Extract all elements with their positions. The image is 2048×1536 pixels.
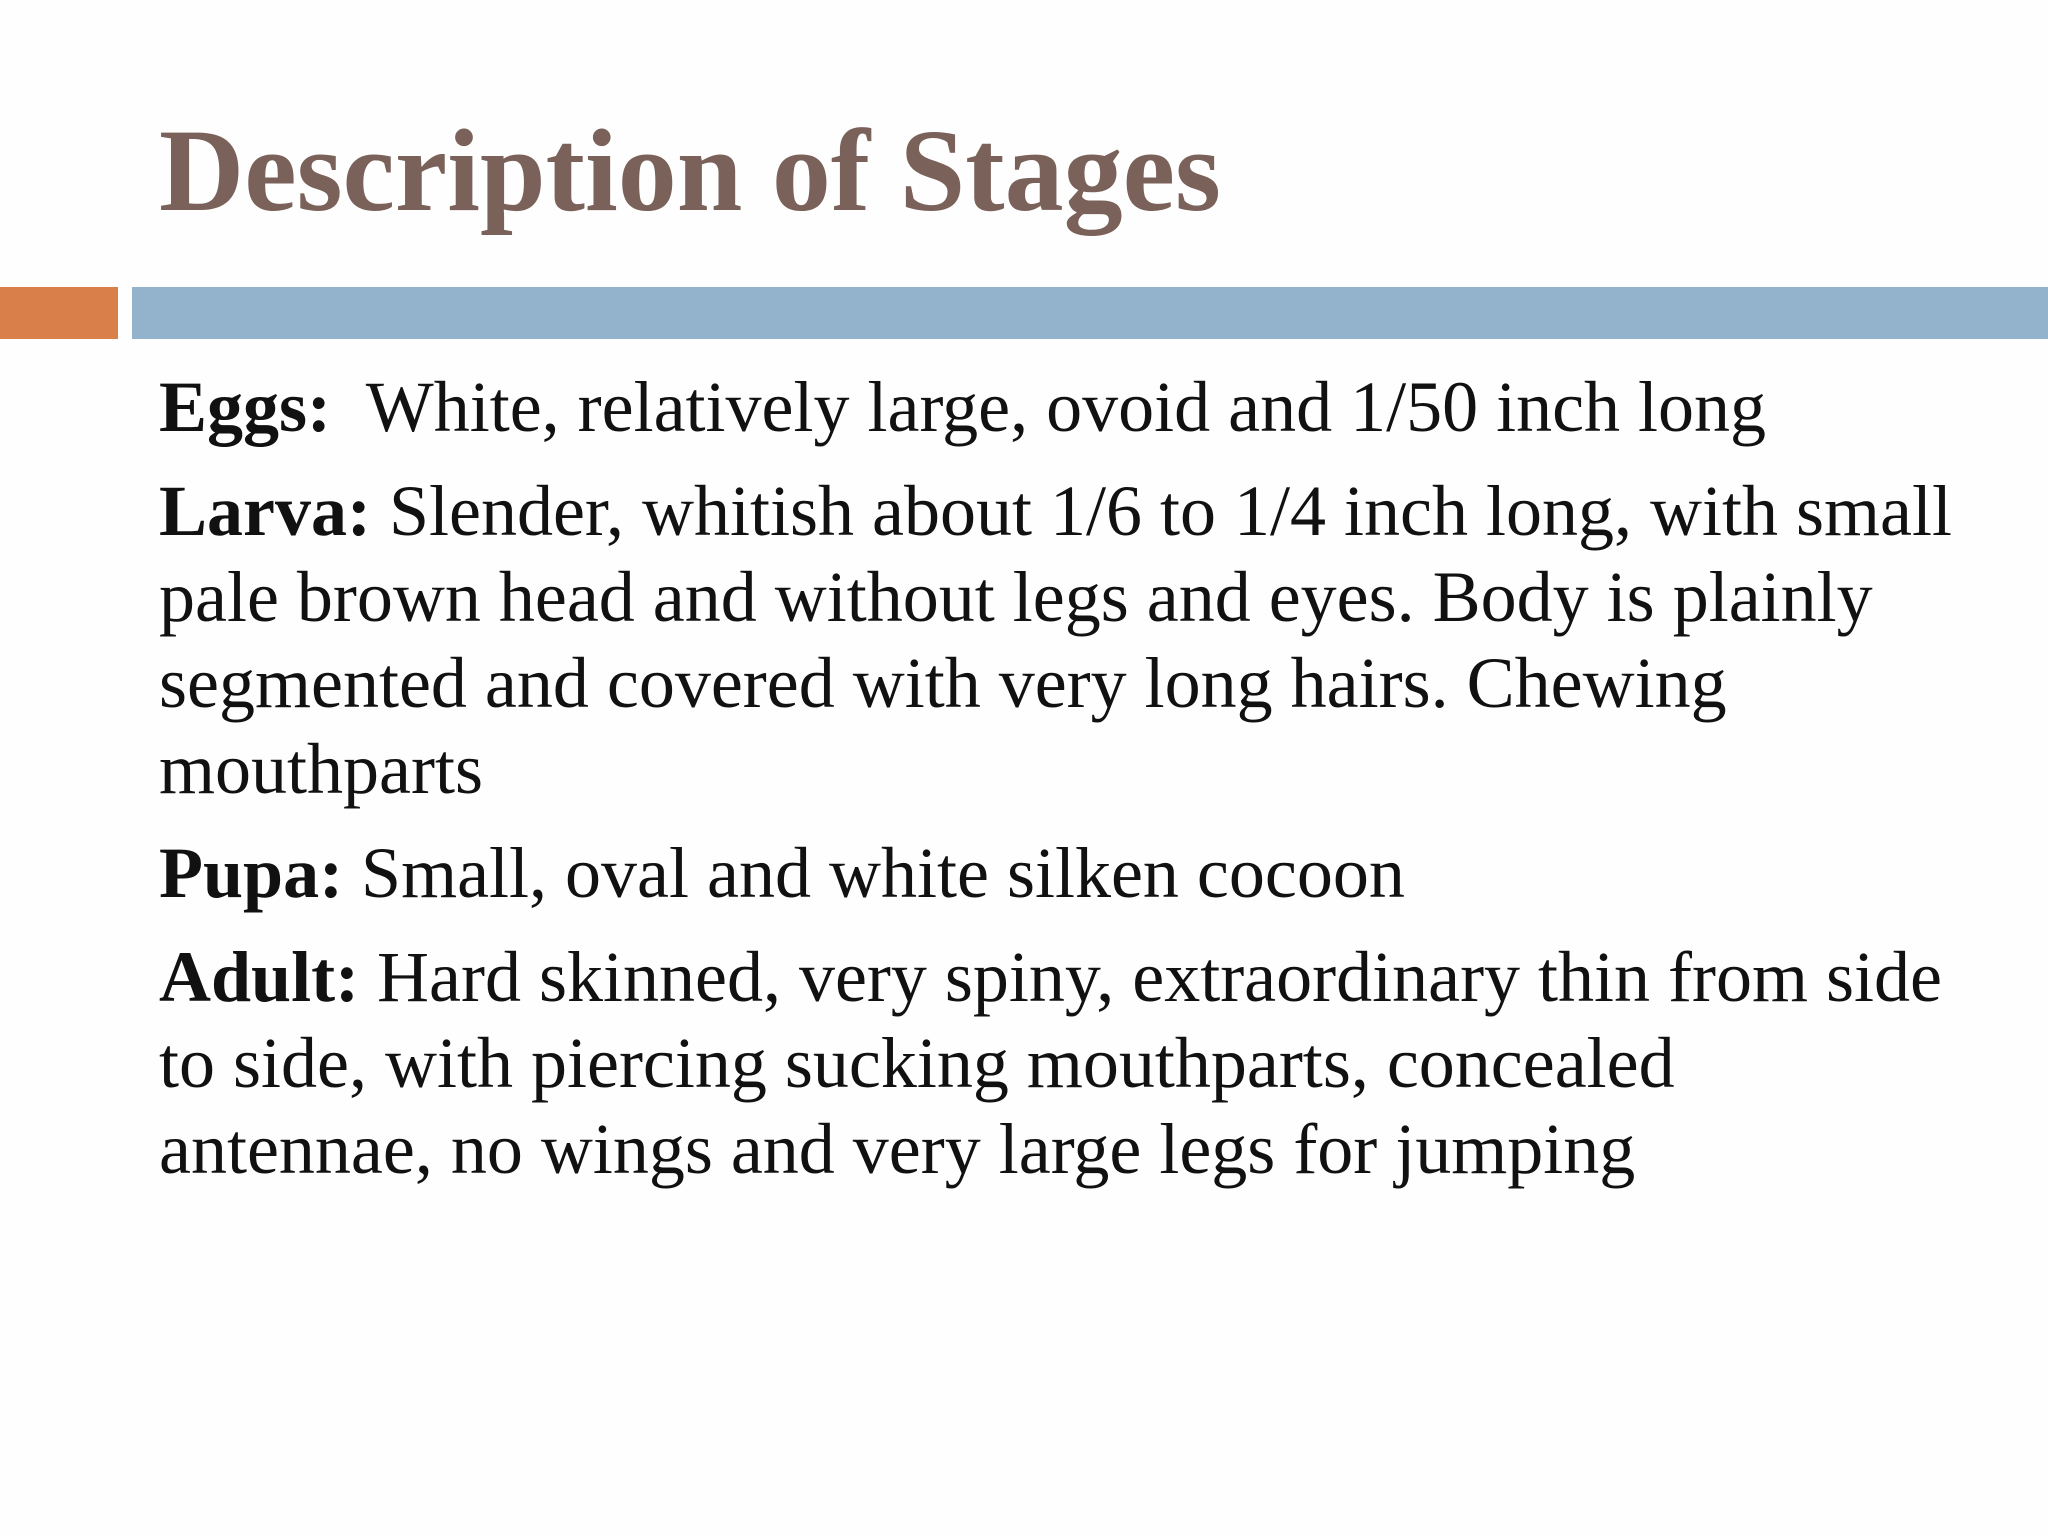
stage-term: Larva:	[159, 471, 371, 551]
stage-description: Hard skinned, very spiny, extraordinary thin from side to side, with piercing sucking mouthparts, concealed antennae, no wings and very large legs for jumping	[159, 937, 1942, 1189]
stage-pupa	[159, 830, 1959, 916]
accent-bar	[0, 287, 118, 339]
stage-term: Eggs:	[159, 367, 332, 447]
stage-adult	[159, 934, 1959, 1192]
stage-description: Small, oval and white silken cocoon	[343, 833, 1405, 913]
slide-title: Description of Stages	[159, 105, 1221, 236]
stage-term: Pupa:	[159, 833, 344, 913]
stage-description: Slender, whitish about 1/6 to 1/4 inch long, with small pale brown head and without legs and eyes. Body is plainly segmented and covered with very long hairs. Chewing mouthparts	[159, 471, 1952, 809]
stage-eggs	[159, 364, 1959, 450]
stage-term: Adult:	[159, 937, 360, 1017]
stages-list	[159, 364, 1959, 1210]
title-rule-bar	[132, 287, 2048, 339]
stage-larva	[159, 468, 1959, 812]
stage-description: White, relatively large, ovoid and 1/50 inch long	[331, 367, 1767, 447]
